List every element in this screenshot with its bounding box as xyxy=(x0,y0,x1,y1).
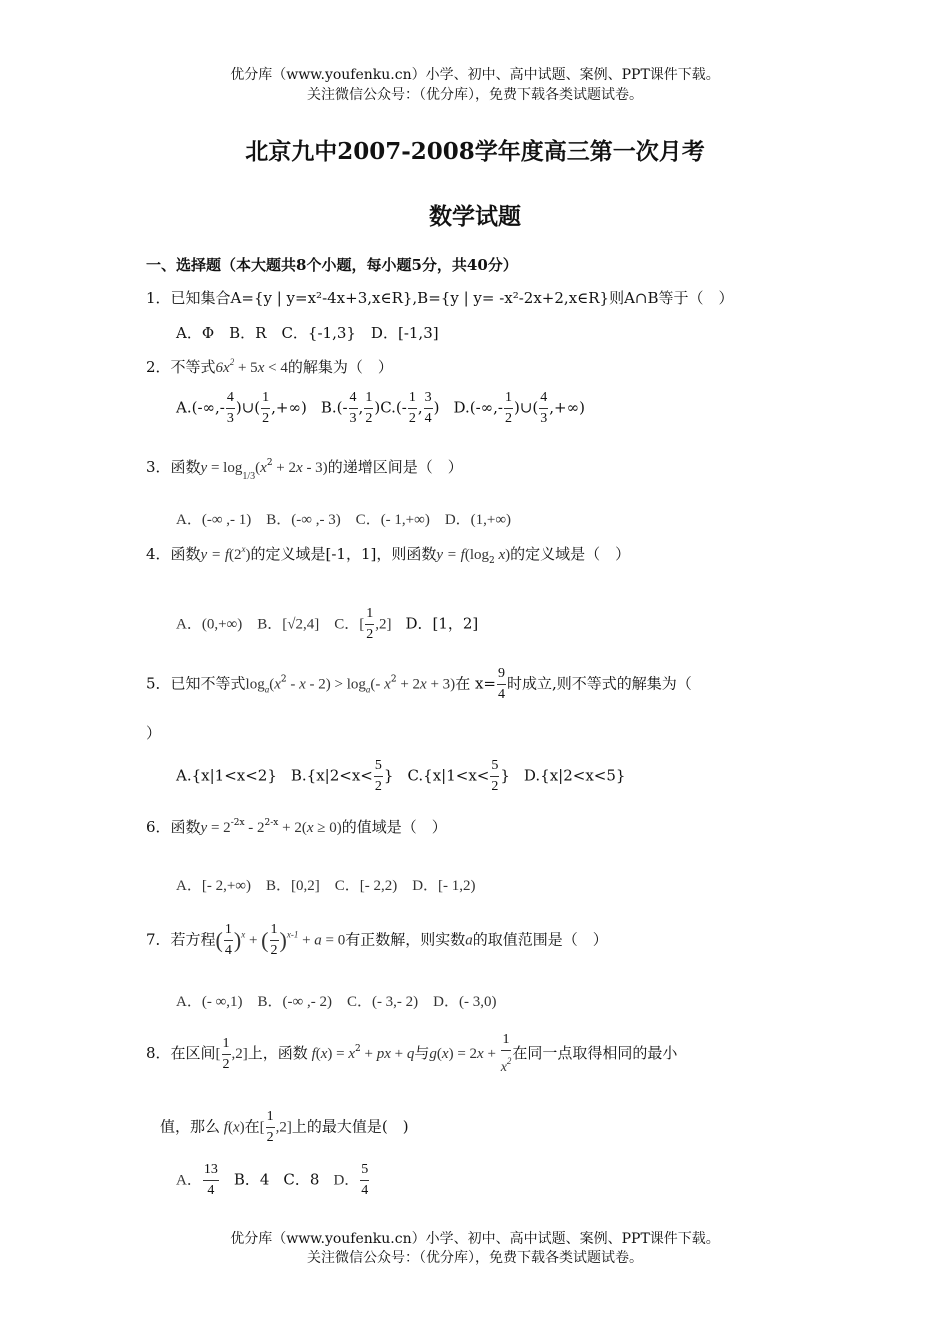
question-4-options: A．(0,+∞) B．[√2,4] C．[ $\frac{1}{2}$ ,2] D．[1，2] xyxy=(176,606,479,642)
question-7: 7．若方程( $\frac{1}{4}$ )$^x$ + ( $\frac{1}{2}$ )$^{x-1}$ + a = 0有正数解，则实数a的取值范围是（ ） xyxy=(146,922,608,958)
question-1-options: A．Φ B．R C．{-1,3} D．[-1,3] xyxy=(176,324,439,342)
question-5: 5．已知不等式$\log_a(x^2 - x - 2) > \log_a(-$ $x^2 + 2x + 3$)在 x= $\frac{9}{4}$ 时成立,则不等式的解集为（ xyxy=(146,666,692,702)
question-2-options: A.(-∞,- $\frac{4}{3}$ )∪( $\frac{1}{2}$ ,+∞) B.(- $\frac{4}{3}$ , $\frac{1}{2}$ )C.(- $\frac{1}{2}$ , $\frac{3}{4}$ ) D.(-∞,- $\frac{1}{2}$ )∪( $\frac{4}{3}$ ,+∞) xyxy=(176,390,585,426)
header-line-2: 关注微信公众号：（优分库），免费下载各类试题试卷。 xyxy=(307,87,643,103)
question-6-options: A．[- 2,+∞) B．[0,2] C．[- 2,2) D．[- 1,2) xyxy=(176,878,476,894)
footer-line-1: 优分库（www.youfenku.cn）小学、初中、高中试题、案例、PPT课件下载。 xyxy=(230,1231,720,1247)
page-subtitle: 数学试题 xyxy=(429,203,521,230)
header-line-1: 优分库（www.youfenku.cn）小学、初中、高中试题、案例、PPT课件下载。 xyxy=(230,67,720,83)
question-2: 2．不等式$6x^2 + 5x < 4$的解集为（ ） xyxy=(146,357,393,376)
question-1: 1．已知集合A={y | y=x²-4x+3,x∈R},B={y | y= -x²-2x+2,x∈R}则A∩B等于（ ） xyxy=(146,289,734,307)
question-8-options: A． $\frac{13}{4}$ B．4 C．8 D． $\frac{5}{4}$ xyxy=(176,1162,369,1198)
page-title: 北京九中2007-2008学年度高三第一次月考 xyxy=(245,138,705,165)
question-5-close: ） xyxy=(146,724,162,742)
footer-line-2: 关注微信公众号：（优分库），免费下载各类试题试卷。 xyxy=(307,1250,643,1266)
question-6: 6．函数$y = 2^{-2x} - 2^{2-x} + 2(x \ge 0)$的值域是（ ） xyxy=(146,818,447,836)
question-3-options: A．(-∞ ,- 1) B．(-∞ ,- 3) C．(- 1,+∞) D．(1,+∞) xyxy=(176,512,512,528)
question-8-line-2: 值，那么 f(x)在[ $\frac{1}{2}$ ,2]上的最大值是( ) xyxy=(160,1109,409,1145)
section-heading: 一、选择题（本大题共8个小题，每小题5分，共40分） xyxy=(146,256,518,274)
question-5-options: A.{x|1<x<2} B.{x|2<x< $\frac{5}{2}$ } C.{x|1<x< $\frac{5}{2}$ } D.{x|2<x<5} xyxy=(176,758,626,794)
question-3: 3．函数$y = \log_{1/3}(x^2 + 2x - 3)$的递增区间是（ ） xyxy=(146,458,463,482)
question-4: 4．函数$y = f(2^x)$的定义域是[-1，1]，则函数$y = f(\log_2$ x)的定义域是（ ） xyxy=(146,544,631,566)
question-8: 8．在区间[ $\frac{1}{2}$ ,2]上，函数 $f(x) = x^2$ + px + q与g(x) = 2x + $\frac{1}{x^2}$ 在同一点取得相同的最小 xyxy=(146,1032,678,1075)
question-7-options: A．(- ∞,1) B．(-∞ ,- 2) C．(- 3,- 2) D．(- 3,0) xyxy=(176,994,497,1010)
